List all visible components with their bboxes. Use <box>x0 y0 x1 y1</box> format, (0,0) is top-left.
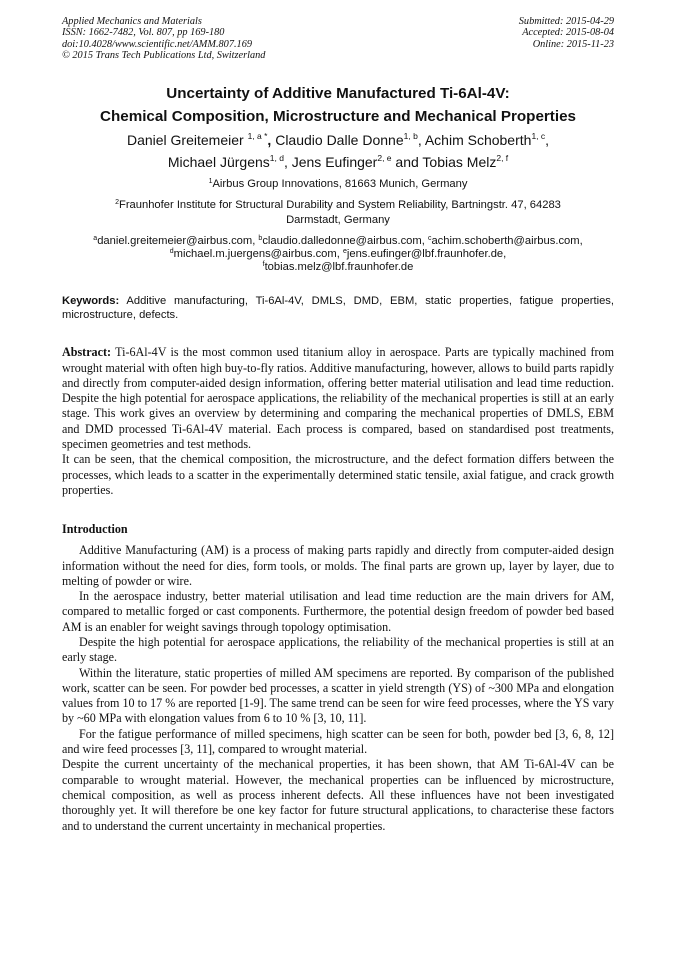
email-sup: a <box>93 234 98 242</box>
paper-title <box>62 82 614 128</box>
email-sup: e <box>342 247 347 255</box>
online-date: Online: 2015-11-23 <box>532 38 614 50</box>
affiliation-2 <box>62 198 614 228</box>
author-name: Claudio Dalle Donne <box>275 131 404 148</box>
copyright-line: © 2015 Trans Tech Publications Ltd, Switzerland <box>62 50 266 62</box>
affiliation-sup: 1 <box>208 177 213 185</box>
title-line-1: Uncertainty of Additive Manufactured Ti-6Al-4V: <box>166 84 510 102</box>
keywords-label: Keywords: <box>62 295 120 308</box>
abstract-paragraph <box>62 345 614 452</box>
email-list <box>62 235 614 275</box>
email-sup: d <box>169 247 174 255</box>
dates-info <box>519 16 614 62</box>
author-name: Michael Jürgens <box>167 153 270 170</box>
doi-line: doi:10.4028/www.scientific.net/AMM.807.169 <box>62 38 252 50</box>
affiliation-text-cont: Darmstadt, Germany <box>286 213 390 226</box>
author-sup: 1, d <box>269 152 284 163</box>
journal-name: Applied Mechanics and Materials <box>62 16 202 27</box>
email-link: claudio.dalledonne@airbus.com <box>262 234 422 247</box>
affiliation-sup: 2 <box>115 198 119 206</box>
authors-line-1: Daniel Greitemeier $^{1, a *}$, Claudio Dalle Donne$^{1, b}$, Achim Schoberth$^{1, c}$, <box>126 130 550 148</box>
emails-line-2: $^d$michael.m.juergens@airbus.com, $^e$jens.eufinger@lbf.fraunhofer.de, <box>169 247 507 260</box>
author-name: Daniel Greitemeier <box>126 131 244 148</box>
email-link: achim.schoberth@airbus.com <box>431 234 580 247</box>
journal-info <box>62 16 265 62</box>
emails-line-1: $^a$daniel.greitemeier@airbus.com, $^b$claudio.dalledonne@airbus.com, $^c$achim.schoberth@airbus.com, <box>93 234 583 247</box>
abstract-text: Ti-6Al-4V is the most common used titanium alloy in aerospace. Parts are typically machined from wrought material with often high buy-to-fly ratios. Additive manufacturing, however, allows to build parts rapidly and directly from computer-aided design information, offering better material utilisation and lead time reduction. Despite the high potential for aerospace applications, the reliability of the mechanical properties is still at an early stage. This work gives an overview by determining and comparing the mechanical properties of DMLS, EBM and DMD processed Ti-6Al-4V material. Each process is compared, based on standardised post treatments, specimen geometries and test methods. <box>62 345 615 452</box>
email-sup: c <box>427 234 432 242</box>
author-name: Tobias Melz <box>422 153 497 170</box>
email-sup: b <box>258 234 263 242</box>
body-paragraph: Despite the high potential for aerospace applications, the reliability of the mechanical properties is still at an early stage. <box>62 634 614 665</box>
abstract-label: Abstract: <box>62 345 112 360</box>
keywords <box>62 294 614 322</box>
affiliation-text: Fraunhofer Institute for Structural Durability and System Reliability, Bartningstr. 47, 64283 <box>118 198 561 211</box>
email-link: daniel.greitemeier@airbus.com <box>97 234 253 247</box>
email-sup: f <box>262 261 265 269</box>
email-link: jens.eufinger@lbf.fraunhofer.de <box>346 247 504 260</box>
body-paragraph: Additive Manufacturing (AM) is a process of making parts rapidly and directly from computer-aided design information without the need for dies, form tools, or molds. The final parts are grown up, layer by layer, due to melting of powder or wire. <box>62 543 614 588</box>
issn-line: ISSN: 1662-7482, Vol. 807, pp 169-180 <box>62 27 225 39</box>
affiliation-1 <box>62 177 614 192</box>
emails-line-3 <box>62 261 614 274</box>
submitted-date: Submitted: 2015-04-29 <box>518 16 614 27</box>
author-sup: 1, a * <box>247 130 268 141</box>
author-sup: 1, b <box>403 130 418 141</box>
accepted-date: Accepted: 2015-08-04 <box>522 27 614 39</box>
publication-header <box>62 16 614 62</box>
email-link: tobias.melz@lbf.fraunhofer.de <box>264 261 414 274</box>
abstract <box>62 345 614 498</box>
authors-line-2: Michael Jürgens$^{1, d}$, Jens Eufinger$^{2, e}$ and Tobias Melz$^{2, f}$ <box>167 152 509 170</box>
abstract-paragraph: It can be seen, that the chemical composition, the microstructure, and the defect formation differs between the processes, which leads to a scatter in the experimentally determined static tensile, axial fatigue, and crack growth properties. <box>62 452 614 497</box>
author-name: Achim Schoberth <box>424 131 532 148</box>
paper-page <box>62 16 614 834</box>
author-sup: 1, c <box>531 130 546 141</box>
introduction-body <box>62 543 614 834</box>
author-list <box>62 129 614 173</box>
body-paragraph: In the aerospace industry, better material utilisation and lead time reduction are the main drivers for AM, compared to metallic forged or cast components. Furthermore, the potential design freedom of powder bed based AM is an enabler for weight savings through topology optimisation. <box>62 589 614 634</box>
body-paragraph: For the fatigue performance of milled specimens, high scatter can be seen for both, powder bed [3, 6, 8, 12] and wire feed processes [3, 11], compared to wrought material. <box>62 726 614 757</box>
affiliation-text: Airbus Group Innovations, 81663 Munich, Germany <box>212 177 468 190</box>
body-paragraph: Within the literature, static properties of milled AM specimens are reported. By comparison of the published work, scatter can be seen. For powder bed processes, a scatter in yield strength (YS) of ~300 MPa and elongation values from 10 to 17 % are reported [1-9]. The same trend can be seen for wire feed processes, where the YS vary by ~60 MPa with elongation values from 6 to 10 % [3, 10, 11]. <box>62 665 614 726</box>
keywords-text: Additive manufacturing, Ti-6Al-4V, DMLS, DMD, EBM, static properties, fatigue properties, microstructure, defects. <box>62 295 614 322</box>
body-paragraph: Despite the current uncertainty of the mechanical properties, it has been shown, that AM Ti-6Al-4V can be comparable to wrought material. However, the mechanical properties can be influenced by microstructure, chemical composition, as well as process inherent defects. All these influences have not been investigated thoroughly yet. It will therefore be one key factor for future structural applications, to characterise these factors and to understand the current uncertainty in mechanical properties. <box>62 757 614 833</box>
email-link: michael.m.juergens@airbus.com <box>173 247 337 260</box>
author-name: Jens Eufinger <box>291 153 378 170</box>
section-heading-introduction: Introduction <box>62 522 128 537</box>
author-sup: 2, f <box>496 152 509 163</box>
author-sup: 2, e <box>377 152 392 163</box>
title-line-2: Chemical Composition, Microstructure and Mechanical Properties <box>100 107 576 125</box>
